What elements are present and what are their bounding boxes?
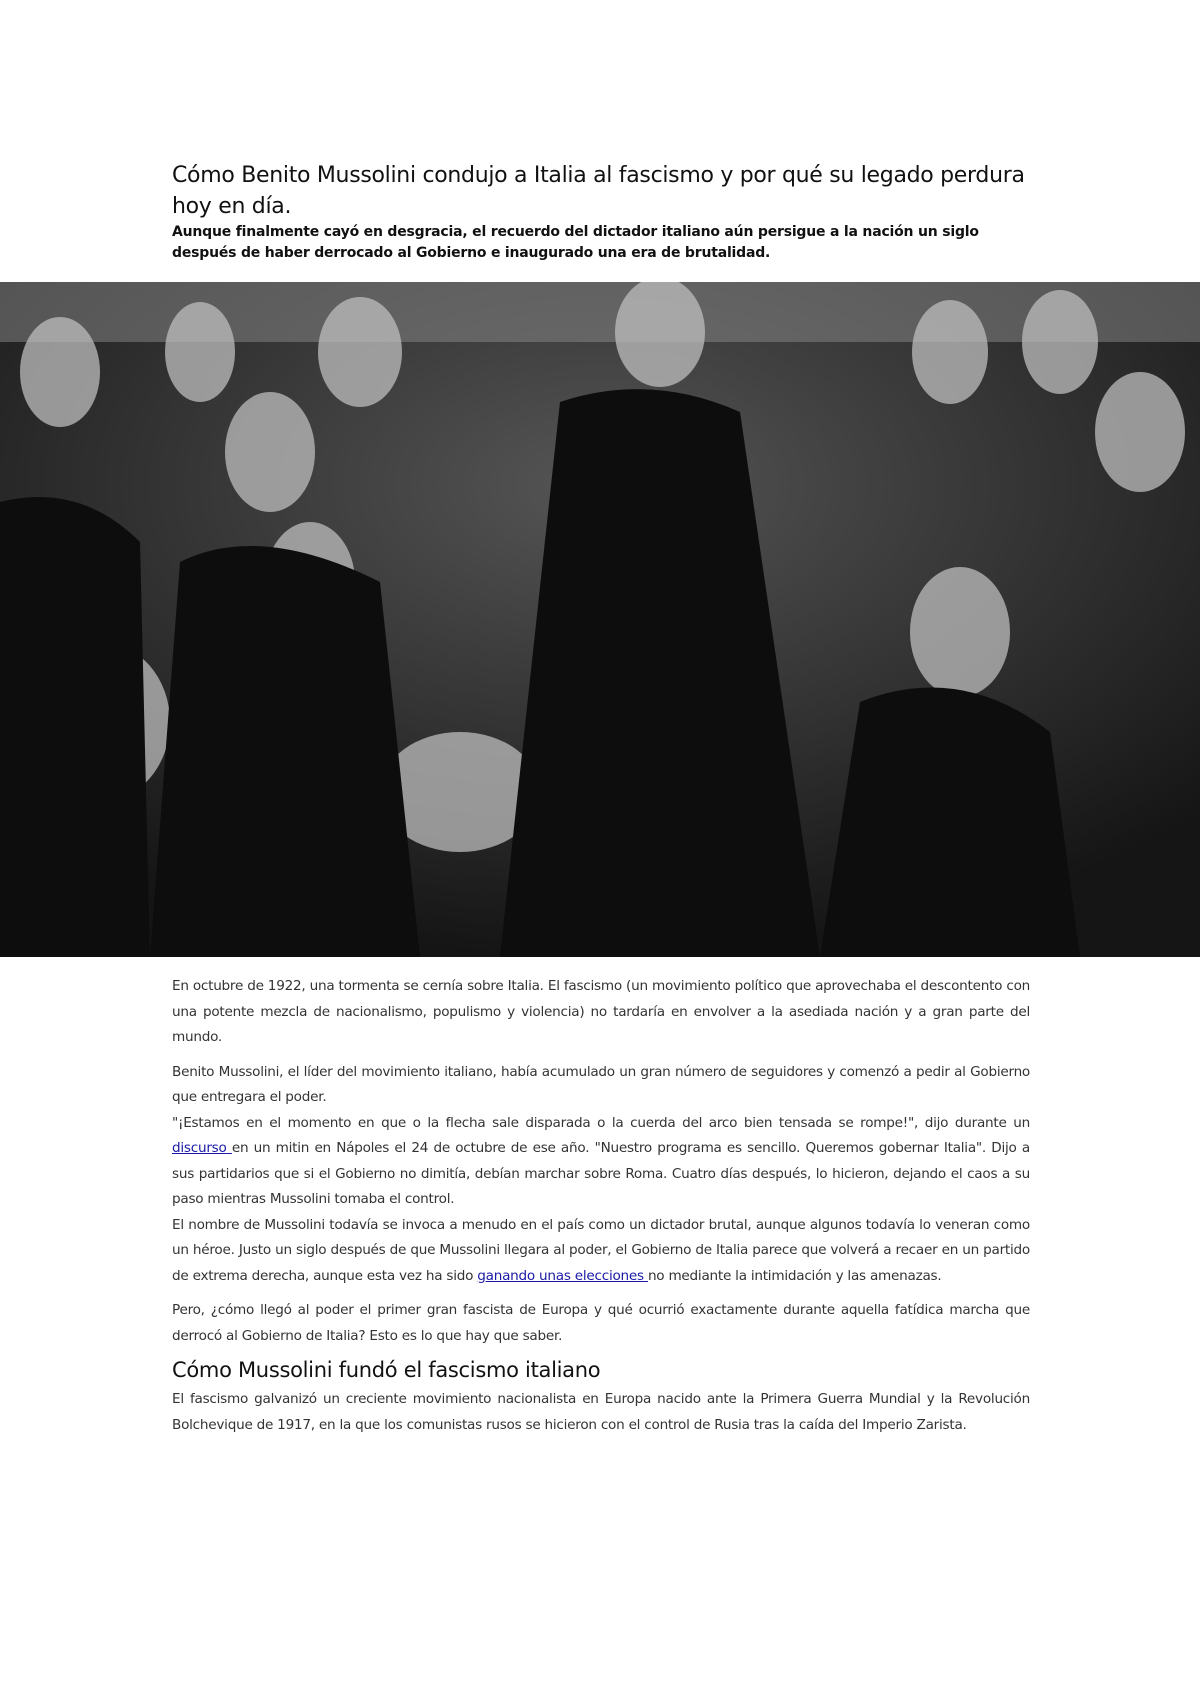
paragraph: Pero, ¿cómo llegó al poder el primer gran fascista de Europa y qué ocurrió exactamente durante aquella fatídica marcha que derrocó al Gobierno de Italia? Esto es lo que hay que saber. [172,1302,1030,1344]
paragraph-text: en un mitin en Nápoles el 24 de octubre de ese año. "Nuestro programa es sencillo. Queremos gobernar Italia". Dijo a sus partidarios que si el Gobierno no dimitía, debían marchar sobre Roma. Cuatro días después, lo hicieron, dejando el caos a su paso mientras Mussolini tomaba el control. [172,1140,1030,1207]
paragraph [172,1111,1030,1213]
article-subtitle: Aunque finalmente cayó en desgracia, el recuerdo del dictador italiano aún persigue a la nación un siglo después de haber derrocado al Gobierno e inaugurado una era de brutalidad. [172,224,979,261]
paragraph [172,1213,1030,1290]
paragraph-text: "¡Estamos en el momento en que o la flecha sale disparada o la cuerda del arco bien tensada se rompe!", dijo durante un [172,1114,1030,1131]
discurso-link[interactable]: discurso [172,1140,232,1156]
paragraph-text: no mediante la intimidación y las amenazas. [647,1267,942,1284]
paragraph: El fascismo galvanizó un creciente movimiento nacionalista en Europa nacido ante la Primera Guerra Mundial y la Revolución Bolchevique de 1917, en la que los comunistas rusos se hicieron con el control de Rusia tras la caída del Imperio Zarista. [172,1391,1030,1433]
section-heading: Cómo Mussolini fundó el fascismo italiano [172,1358,601,1382]
elecciones-link[interactable]: ganando unas elecciones [477,1267,648,1284]
article-title: Cómo Benito Mussolini condujo a Italia al fascismo y por qué su legado perdura hoy en día. [172,163,1025,219]
article-body [172,974,1030,1438]
historical-crowd-photo [0,282,1200,957]
paragraph: En octubre de 1922, una tormenta se cernía sobre Italia. El fascismo (un movimiento político que aprovechaba el descontento con una potente mezcla de nacionalismo, populismo y violencia) no tardaría en envolver a la asediada nación y a gran parte del mundo. [172,978,1030,1045]
paragraph: Benito Mussolini, el líder del movimiento italiano, había acumulado un gran número de seguidores y comenzó a pedir al Gobierno que entregara el poder. [172,1063,1030,1105]
paragraph-text: El nombre de Mussolini todavía se invoca a menudo en el país como un dictador brutal, aunque algunos todavía lo veneran como un héroe. Justo un siglo después de que Mussolini llegara al poder, el Gobierno de Italia parece que volverá a recaer en un partido de extrema derecha, aunque esta vez ha sido [172,1216,1030,1284]
